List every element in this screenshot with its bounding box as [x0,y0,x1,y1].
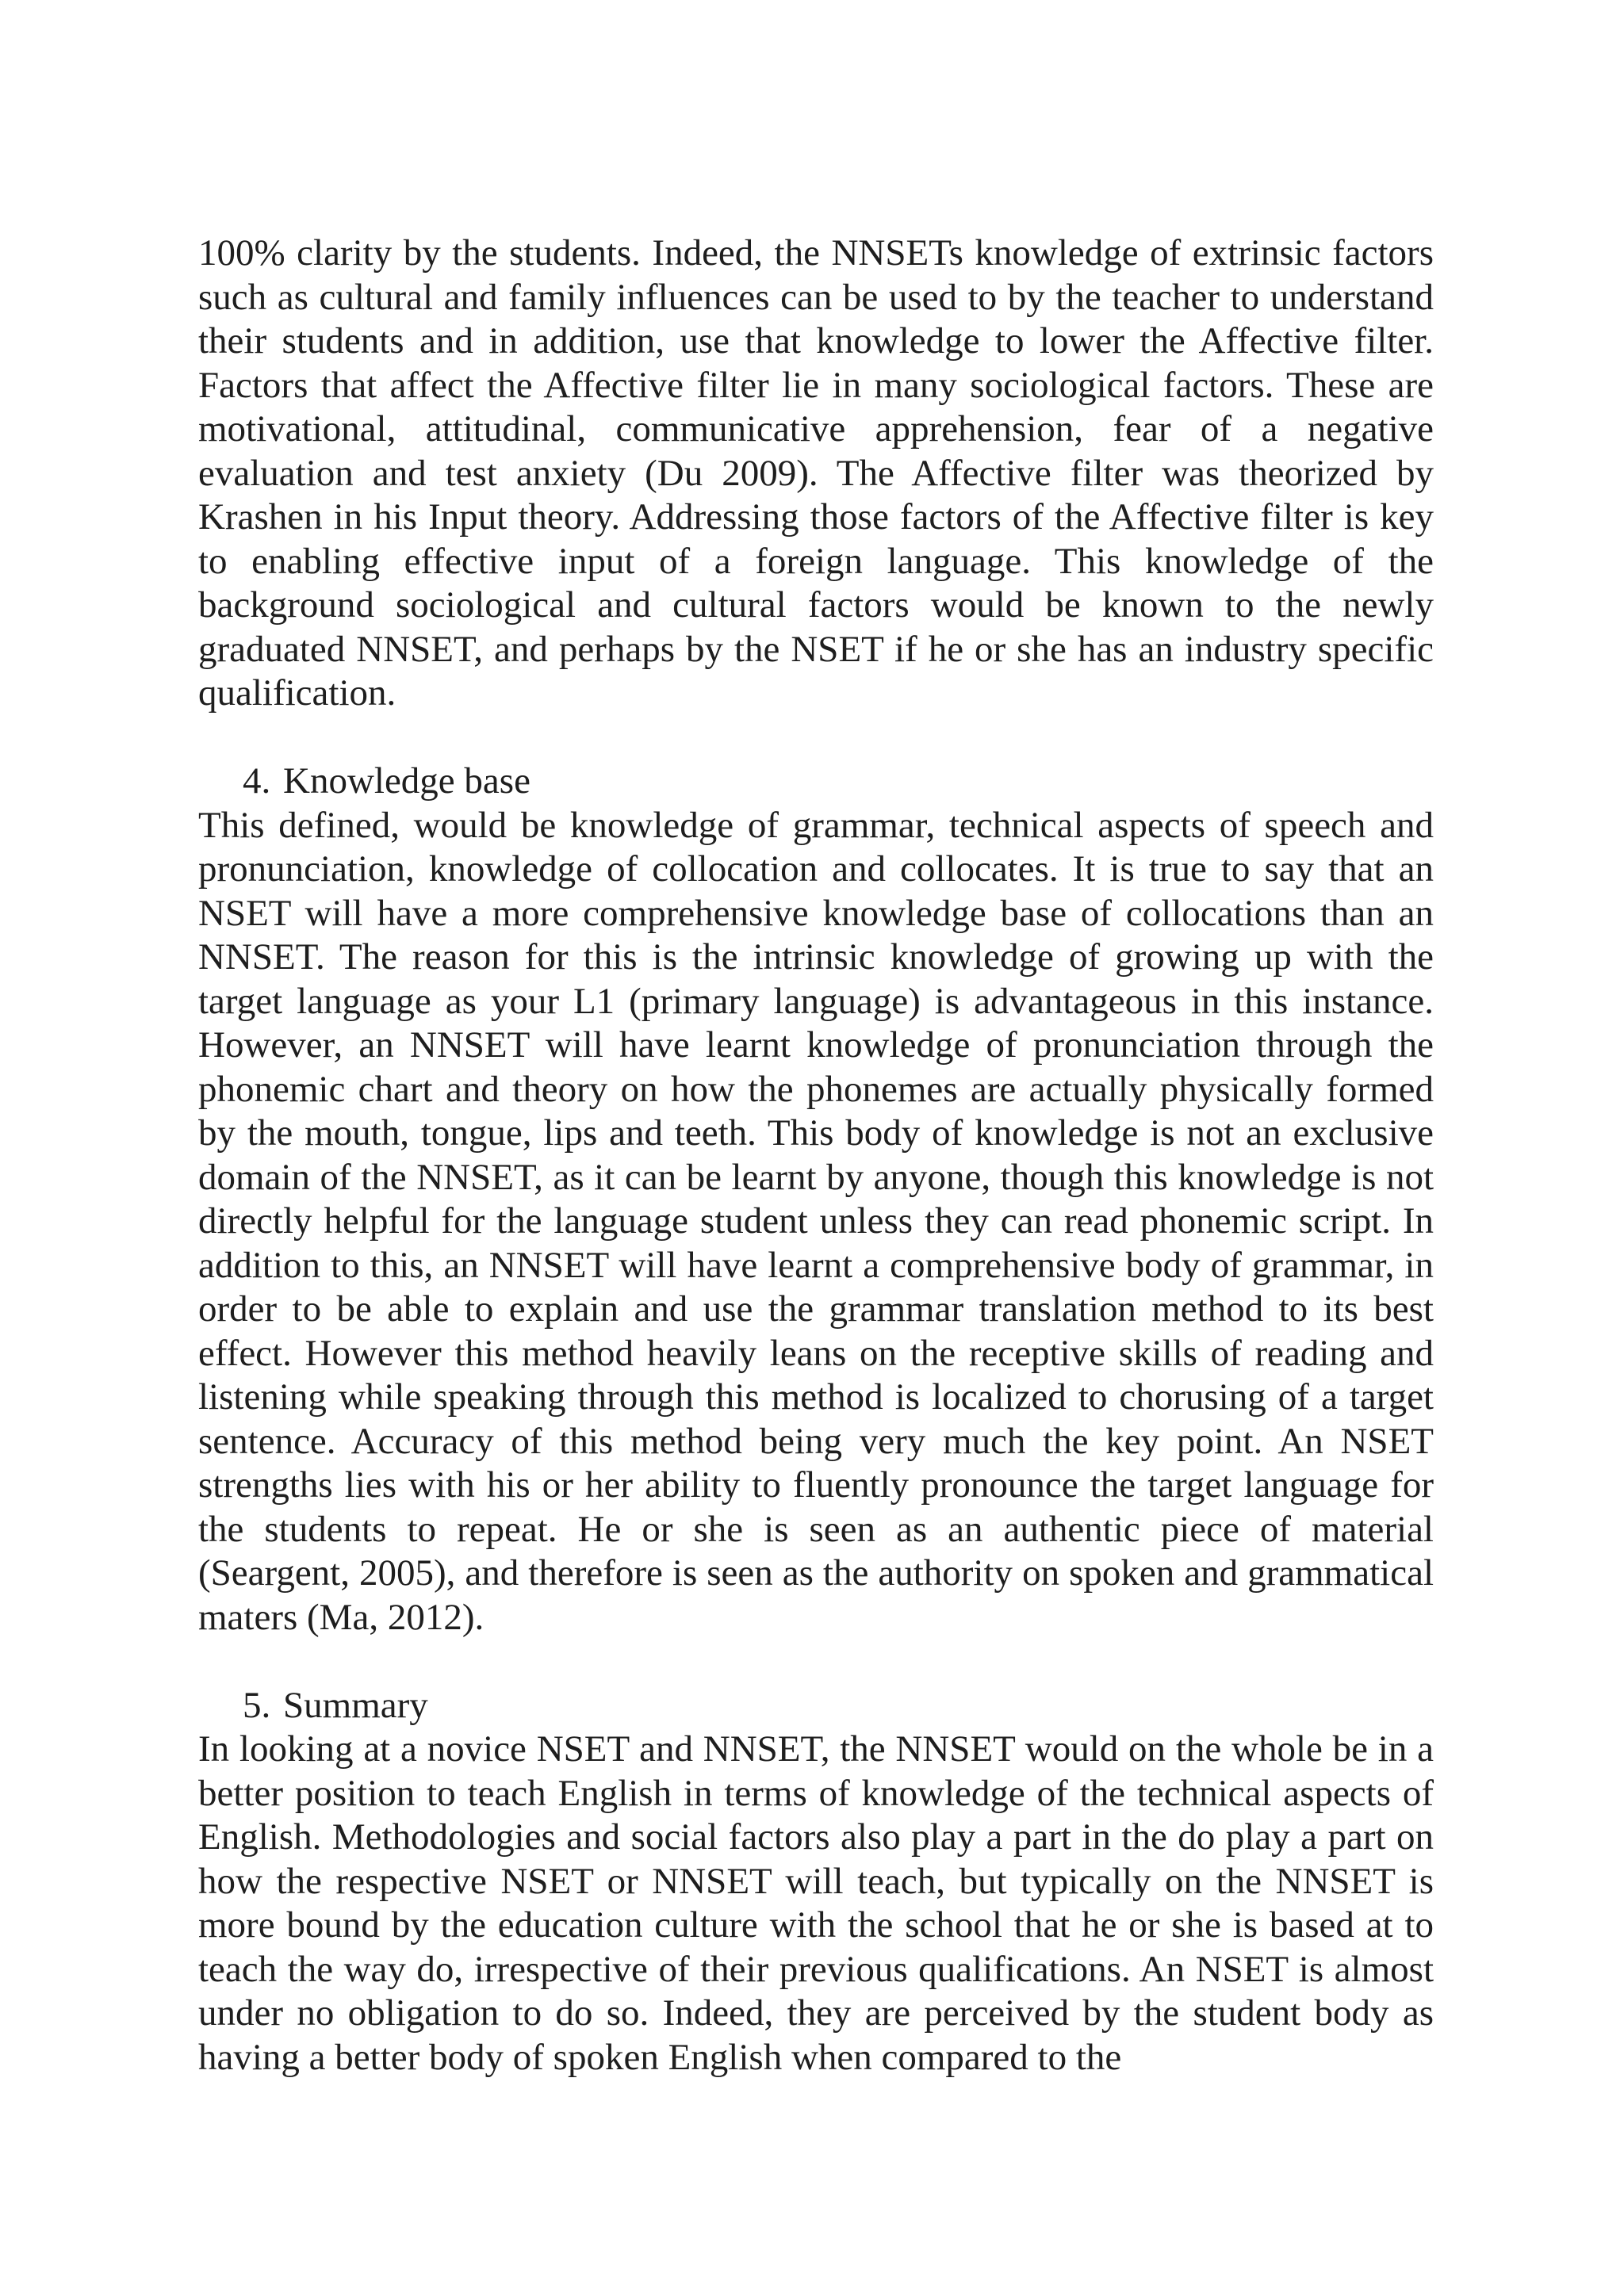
section-title: Summary [283,1684,428,1726]
section-number: 5. [243,1684,271,1726]
paragraph-intro: 100% clarity by the students. Indeed, the NNSETs knowledge of extrinsic factors such as cultural and family influences can be used to by the teacher to understand their students and in addition, use that knowledge to lower the Affective filter. Factors that affect the Affective filter lie in many sociological factors. These are motivational, attitudinal, communicative apprehension, fear of a negative evaluation and test anxiety (Du 2009). The Affective filter was theorized by Krashen in his Input theory. Addressing those factors of the Affective filter is key to enabling effective input of a foreign language. This knowledge of the background sociological and cultural factors would be known to the newly graduated NNSET, and perhaps by the NSET if he or she has an industry specific qualification. [198,232,1434,714]
document-page [198,232,1434,2080]
paragraph-summary: In looking at a novice NSET and NNSET, the NNSET would on the whole be in a better position to teach English in terms of knowledge of the technical aspects of English. Methodologies and social factors also play a part in the do play a part on how the respective NSET or NNSET will teach, but typically on the NNSET is more bound by the education culture with the school that he or she is based at to teach the way do, irrespective of their previous qualifications. An NSET is almost under no obligation to do so. Indeed, they are perceived by the student body as having a better body of spoken English when compared to the [198,1728,1434,2078]
paragraph-knowledge-base: This defined, would be knowledge of grammar, technical aspects of speech and pronunciation, knowledge of collocation and collocates. It is true to say that an NSET will have a more comprehensive knowledge base of collocations than an NNSET. The reason for this is the intrinsic knowledge of growing up with the target language as your L1 (primary language) is advantageous in this instance. However, an NNSET will have learnt knowledge of pronunciation through the phonemic chart and theory on how the phonemes are actually physically formed by the mouth, tongue, lips and teeth. This body of knowledge is not an exclusive domain of the NNSET, as it can be learnt by anyone, though this knowledge is not directly helpful for the language student unless they can read phonemic script. In addition to this, an NNSET will have learnt a comprehensive body of grammar, in order to be able to explain and use the grammar translation method to its best effect. However this method heavily leans on the receptive skills of reading and listening while speaking through this method is localized to chorusing of a target sentence. Accuracy of this method being very much the key point. An NSET strengths lies with his or her ability to fluently pronounce the target language for the students to repeat. He or she is seen as an authentic piece of material (Seargent, 2005), and therefore is seen as the authority on spoken and grammatical maters (Ma, 2012). [198,804,1434,1638]
section-title: Knowledge base [283,760,530,802]
section-number: 4. [243,760,271,802]
section-heading-knowledge-base [198,760,1434,804]
section-heading-summary [198,1684,1434,1728]
